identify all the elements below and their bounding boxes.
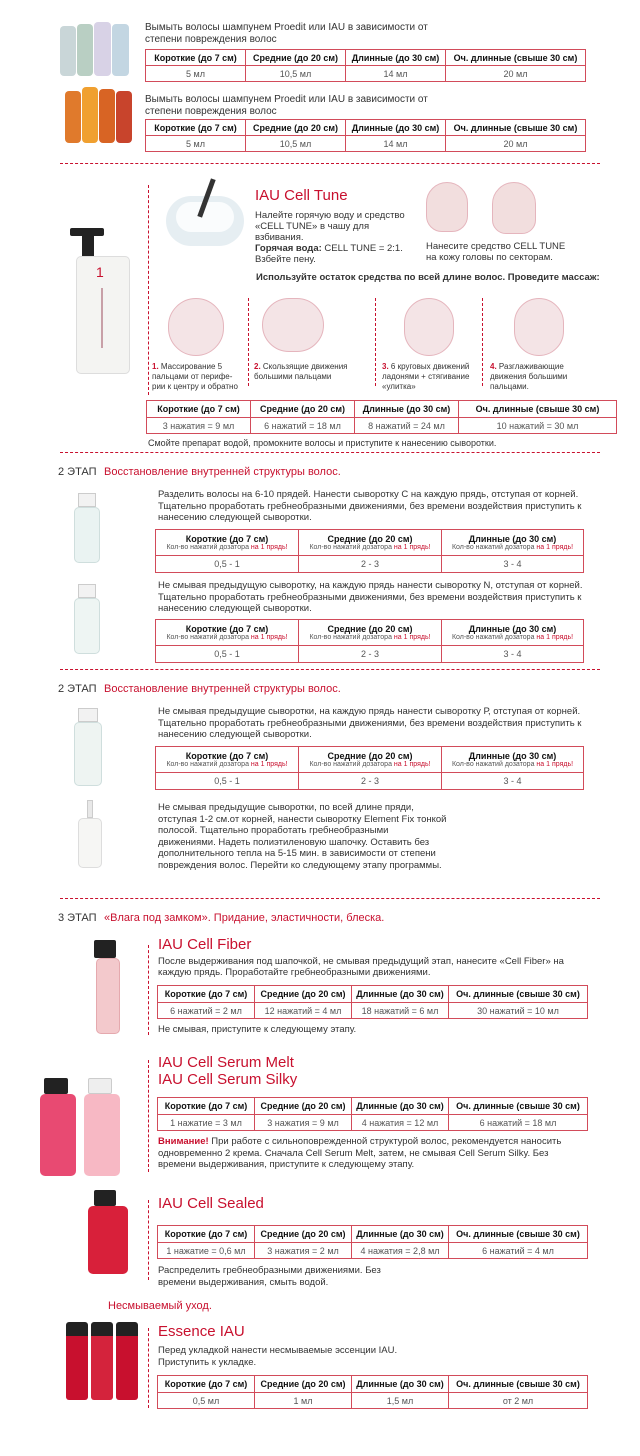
instr1-bold: Горячая вода: <box>255 243 322 254</box>
stage2b-text1: Не смывая предыдущие сыворотки, на каждую прядь нанести сыворотку Р, отступая от корней. Тщательно проработать гребнеобразными движениями, без времени воздействия приступить к нанесению следующей сыворотки. <box>158 706 582 740</box>
header-cell: Средние (до 20 см) <box>255 986 352 1003</box>
header-cell: Средние (до 20 см) <box>246 120 346 136</box>
serum-silky-title: IAU Cell Serum Silky <box>158 1071 298 1088</box>
essence-bottles <box>66 1322 138 1402</box>
header-cell: Короткие (до 7 см) <box>158 1098 255 1115</box>
header-cell: Длинные (до 30 см) <box>355 401 459 418</box>
essence-title: Essence IAU <box>158 1323 245 1340</box>
value-cell: 2 - 3 <box>299 773 442 790</box>
value-cell: 4 нажатия = 2,8 мл <box>352 1243 449 1259</box>
value-cell: 10 нажатий = 30 мл <box>459 418 617 434</box>
massage-step-1: 1. Массирование 5 пальцами от перифе-рии к центру и обратно <box>152 362 238 391</box>
step-divider <box>482 298 483 386</box>
value-cell: 20 мл <box>446 66 586 82</box>
value-cell: 2 - 3 <box>299 646 442 663</box>
value-cell: 30 нажатий = 10 мл <box>449 1003 588 1019</box>
stage2b-table1 <box>155 746 584 790</box>
value-cell: 14 мл <box>346 136 446 152</box>
value-cell: 12 нажатий = 4 мл <box>255 1003 352 1019</box>
stage3-label: 3 ЭТАП <box>58 912 97 924</box>
instr1-end: Взбейте пену. <box>255 254 316 265</box>
value-cell: 1 мл <box>255 1393 352 1409</box>
header-cell: Оч. длинные (свыше 30 см) <box>449 1098 588 1115</box>
section-divider <box>60 898 600 899</box>
serum-c-bottle <box>70 493 106 565</box>
value-cell: 0,5 - 1 <box>156 556 299 573</box>
stage2a-table2 <box>155 619 584 663</box>
value-cell: 0,5 - 1 <box>156 773 299 790</box>
step-divider <box>375 298 376 386</box>
header-cell: Короткие (до 7 см) <box>147 401 251 418</box>
essence-text: Перед укладкой нанести несмываемые эссенции IAU. Приступить к укладке. <box>158 1345 398 1368</box>
header-cell: Средние (до 20 см) <box>255 1226 352 1243</box>
section-divider <box>60 163 600 164</box>
header-cell: Оч. длинные (свыше 30 см) <box>446 50 586 66</box>
value-cell: 3 - 4 <box>442 646 584 663</box>
value-cell: 4 нажатия = 12 мл <box>352 1115 449 1131</box>
shampoo2-text: Вымыть волосы шампунем Proedit или IAU в зависимости от степени повреждения волос <box>145 94 428 117</box>
value-cell: 0,5 мл <box>158 1393 255 1409</box>
essence-table <box>157 1375 588 1409</box>
cell-sealed-bottle <box>86 1190 130 1274</box>
header-cell: Средние (до 20 см) <box>246 50 346 66</box>
stage2b-heading: Восстановление внутренней структуры волос. <box>104 683 341 695</box>
value-cell: 10,5 мл <box>246 136 346 152</box>
header-cell: Короткие (до 7 см) Кол-во нажатий дозатора на 1 прядь! <box>156 620 299 646</box>
header-cell: Длинные (до 30 см) <box>346 120 446 136</box>
shampoo1-text: Вымыть волосы шампунем Proedit или IAU в зависимости от степени повреждения волос <box>145 22 428 45</box>
serum-warning: Внимание! При работе с сильноповрежденной структурой волос, рекомендуется наносить одновременно 2 крема. Сначала Cell Serum Melt, затем, не смывая Cell Serum Silky. Без времени выдерживания, приступите к следующему этапу. <box>158 1136 562 1170</box>
header-cell: Длинные (до 30 см) <box>352 986 449 1003</box>
massage-image-4 <box>514 298 564 356</box>
shampoo2-table <box>145 119 586 152</box>
cell-tune-border <box>148 185 149 395</box>
shampoo1-table <box>145 49 586 82</box>
value-cell: 1 нажатие = 3 мл <box>158 1115 255 1131</box>
cell-tune-bottle <box>66 228 138 376</box>
value-cell: 5 мл <box>146 66 246 82</box>
stage2a-text2: Не смывая предыдущую сыворотку, на каждую прядь нанести сыворотку N, отступая от корней. Тщательно проработать гребнеобразными движениями, без времени воздействия приступить к нанесению следующей сыворотки. <box>158 580 583 614</box>
value-cell: 5 мл <box>146 136 246 152</box>
value-cell: 3 - 4 <box>442 773 584 790</box>
head-back-image <box>426 182 468 232</box>
cell-fiber-text: После выдерживания под шапочкой, не смывая предыдущий этап, нанесите «Cell Fiber» на каждую прядь. Проработайте гребнеобразными движениями. <box>158 956 564 978</box>
cell-tune-table <box>146 400 617 434</box>
header-cell: Длинные (до 30 см) Кол-во нажатий дозатора на 1 прядь! <box>442 530 584 556</box>
header-cell: Длинные (до 30 см) <box>352 1376 449 1393</box>
header-cell: Средние (до 20 см) <box>255 1376 352 1393</box>
value-cell: 3 нажатия = 9 мл <box>147 418 251 434</box>
header-cell: Короткие (до 7 см) <box>158 1226 255 1243</box>
header-cell: Оч. длинные (свыше 30 см) <box>446 120 586 136</box>
header-cell: Оч. длинные (свыше 30 см) <box>449 986 588 1003</box>
value-cell: 18 нажатий = 6 мл <box>352 1003 449 1019</box>
header-cell: Длинные (до 30 см) <box>352 1098 449 1115</box>
cell-tune-instr1 <box>255 210 405 265</box>
fiber-border <box>148 945 149 1035</box>
value-cell: 3 нажатия = 2 мл <box>255 1243 352 1259</box>
massage-step-4: 4. Разглаживающие движения большими пальцами. <box>490 362 568 391</box>
stage2b-label: 2 ЭТАП <box>58 683 97 695</box>
value-cell: от 2 мл <box>449 1393 588 1409</box>
cell-sealed-note: Распределить гребнеобразными движениями. Без времени выдерживания, смыть водой. <box>158 1265 381 1288</box>
stage2b-text2: Не смывая предыдущие сыворотки, по всей длине пряди, отступая 1-2 см.от корней, нанести сыворотку Element Fix тонкой полосой. Тщательно проработать гребнеобразными движениями. Надеть полиэтиленовую шапочку. Оставить без дополнительного тепла на 5-15 мин. в зависимости от степени повреждения волос. Перейти ко следующему этапу программы. <box>158 802 447 871</box>
value-cell: 6 нажатий = 18 мл <box>251 418 355 434</box>
section-divider <box>60 669 600 670</box>
stage2a-heading: Восстановление внутренней структуры волос. <box>104 466 341 478</box>
serum-n-bottle <box>70 584 106 656</box>
stage2a-text1: Разделить волосы на 6-10 прядей. Нанести сыворотку С на каждую прядь, отступая от корней. Тщательно проработать гребнеобразными движениями, без времени воздействия приступить к нанесению следующей сыворотки. <box>158 489 582 523</box>
serum-p-bottle <box>70 708 108 788</box>
instr1-text: Налейте горячую воду и средство «CELL TUNE» в чашу для взбивания. <box>255 210 405 243</box>
sealed-border <box>148 1200 149 1280</box>
foam-bowl-image <box>166 178 246 248</box>
header-cell: Оч. длинные (свыше 30 см) <box>459 401 617 418</box>
cell-tune-title: IAU Cell Tune <box>255 187 348 204</box>
cell-sealed-table <box>157 1225 588 1259</box>
cell-serum-table <box>157 1097 588 1131</box>
header-cell: Короткие (до 7 см) <box>158 986 255 1003</box>
header-cell: Средние (до 20 см) <box>251 401 355 418</box>
shampoo-bottles-1 <box>60 20 130 78</box>
shampoo-bottles-2 <box>65 85 135 145</box>
cell-tune-note: Смойте препарат водой, промокните волосы и приступите к нанесению сыворотки. <box>148 438 497 448</box>
value-cell: 3 нажатия = 9 мл <box>255 1115 352 1131</box>
header-cell: Средние (до 20 см) Кол-во нажатий дозатора на 1 прядь! <box>299 620 442 646</box>
header-cell: Длинные (до 30 см) Кол-во нажатий дозатора на 1 прядь! <box>442 620 584 646</box>
header-cell: Длинные (до 30 см) <box>346 50 446 66</box>
cell-sealed-title: IAU Cell Sealed <box>158 1195 264 1212</box>
value-cell: 8 нажатий = 24 мл <box>355 418 459 434</box>
step-divider <box>248 298 249 386</box>
value-cell: 20 мл <box>446 136 586 152</box>
head-side-image <box>492 182 536 234</box>
value-cell: 2 - 3 <box>299 556 442 573</box>
value-cell: 6 нажатий = 4 мл <box>449 1243 588 1259</box>
header-cell: Короткие (до 7 см) Кол-во нажатий дозатора на 1 прядь! <box>156 747 299 773</box>
header-cell: Короткие (до 7 см) <box>158 1376 255 1393</box>
serum-silky-bottle <box>82 1078 122 1176</box>
value-cell: 0,5 - 1 <box>156 646 299 663</box>
serum-melt-bottle <box>38 1078 78 1176</box>
header-cell: Средние (до 20 см) Кол-во нажатий дозатора на 1 прядь! <box>299 747 442 773</box>
massage-image-3 <box>404 298 454 356</box>
leavein-heading: Несмываемый уход. <box>108 1300 212 1312</box>
massage-image-2 <box>262 298 324 352</box>
stage3-heading: «Влага под замком». Придание, эластичности, блеска. <box>104 912 385 924</box>
value-cell: 1,5 мл <box>352 1393 449 1409</box>
instr1-ratio: CELL TUNE = 2:1. <box>321 243 403 254</box>
value-cell: 14 мл <box>346 66 446 82</box>
value-cell: 6 нажатий = 18 мл <box>449 1115 588 1131</box>
header-cell: Длинные (до 30 см) <box>352 1226 449 1243</box>
massage-image-1 <box>168 298 224 356</box>
value-cell: 1 нажатие = 0,6 мл <box>158 1243 255 1259</box>
massage-step-2: 2. Скользящие движения большими пальцами <box>254 362 348 381</box>
serum-border <box>148 1060 149 1172</box>
cell-fiber-bottle <box>90 940 126 1036</box>
header-cell: Короткие (до 7 см) <box>146 50 246 66</box>
header-cell: Оч. длинные (свыше 30 см) <box>449 1376 588 1393</box>
value-cell: 3 - 4 <box>442 556 584 573</box>
serum-melt-title: IAU Cell Serum Melt <box>158 1054 294 1071</box>
header-cell: Оч. длинные (свыше 30 см) <box>449 1226 588 1243</box>
header-cell: Длинные (до 30 см) Кол-во нажатий дозатора на 1 прядь! <box>442 747 584 773</box>
header-cell: Средние (до 20 см) Кол-во нажатий дозатора на 1 прядь! <box>299 530 442 556</box>
section-divider <box>60 452 600 453</box>
essence-border <box>148 1328 149 1408</box>
bottle-number: 1 <box>96 264 104 280</box>
stage2a-label: 2 ЭТАП <box>58 466 97 478</box>
header-cell: Короткие (до 7 см) <box>146 120 246 136</box>
cell-tune-instr3: Используйте остаток средства по всей длине волос. Проведите массаж: <box>256 272 600 283</box>
value-cell: 10,5 мл <box>246 66 346 82</box>
massage-step-3: 3. 6 круговых движений ладонями + стягивание «улитка» <box>382 362 470 391</box>
stage2a-table1 <box>155 529 584 573</box>
header-cell: Средние (до 20 см) <box>255 1098 352 1115</box>
cell-fiber-table <box>157 985 588 1019</box>
cell-fiber-note: Не смывая, приступите к следующему этапу. <box>158 1024 357 1035</box>
cell-tune-instr2: Нанесите средство CELL TUNE на кожу головы по секторам. <box>426 241 566 263</box>
element-fix-bottle <box>76 800 106 870</box>
value-cell: 6 нажатий = 2 мл <box>158 1003 255 1019</box>
cell-fiber-title: IAU Cell Fiber <box>158 936 252 953</box>
header-cell: Короткие (до 7 см) Кол-во нажатий дозатора на 1 прядь! <box>156 530 299 556</box>
